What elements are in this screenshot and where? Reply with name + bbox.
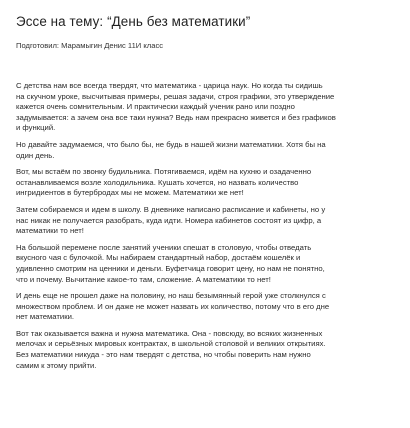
paragraph-line: кажется очень сомнительным. И практически каждый ученик рано или поздно (16, 102, 295, 112)
paragraph-line: вкусного чая с булочкой. Мы набираем стандартный набор, достаём кошелёк и (16, 253, 301, 263)
paragraph-line: нас никак не получается разобрать, куда идти. Номера кабинетов состоят из цифр, а (16, 215, 322, 225)
essay-paragraph (16, 291, 396, 323)
paragraph-line: мелочах и серьёзных мировых контрактах, в школьной столовой и великих открытиях. (16, 339, 326, 349)
essay-paragraph (16, 329, 396, 371)
paragraph-line: И день еще не прошел даже на половину, но наш безымянный герой уже столкнулся с (16, 291, 326, 301)
essay-paragraph (16, 167, 396, 199)
paragraph-line: удивленно смотрим на ценники и деньги. Буфетчица говорит цену, но нам не понятно, (16, 263, 325, 273)
paragraph-line: что и почему. Вычитание какое-то там, сложение. А математики то нет! (16, 274, 271, 284)
paragraph-line: самим к этому прийти. (16, 360, 97, 370)
paragraph-line: на скучном уроке, высчитывая примеры, решая задачи, строя графики, это утверждение (16, 91, 335, 101)
paragraph-line: математики то нет! (16, 226, 84, 236)
paragraph-line: Вот так оказывается важна и нужна математика. Она - повсюду, во всяких жизненных (16, 328, 323, 338)
paragraph-line: ингридиентов в бутербродах мы не можем. Математики же нет! (16, 188, 244, 198)
paragraph-line: С детства нам все всегда твердят, что математика - царица наук. Но когда ты сидишь (16, 81, 323, 90)
paragraph-line: Затем собираемся и идем в школу. В дневнике написано расписание и кабинеты, но у (16, 204, 326, 214)
paragraph-line: Вот, мы встаём по звонку будильника. Потягиваемся, идём на кухню и озадаченно (16, 167, 312, 177)
essay-paragraph (16, 243, 396, 285)
essay-paragraph (16, 205, 396, 237)
paragraph-line: Но давайте задумаемся, что было бы, не будь в нашей жизни математики. Хотя бы на (16, 139, 326, 149)
paragraph-line: задумывается: а зачем она все таки нужна? Ведь нам прекрасно живется и без графиков (16, 112, 336, 122)
paragraph-line: и функций. (16, 123, 56, 133)
paragraph-line: На большой перемене после занятий ученики спешат в столовую, чтобы отведать (16, 242, 312, 252)
paragraph-line: останавливаемся возле холодильника. Кушать хочется, но назвать количество (16, 177, 299, 187)
author-line: Подготовил: Марамыгин Денис 11И класс (16, 41, 164, 50)
paragraph-line: один день. (16, 150, 55, 160)
paragraph-line: множеством проблем. И он даже не может назвать их количество, потому что в его дне (16, 301, 330, 311)
paragraph-line: нет математики. (16, 312, 75, 322)
essay-paragraph (16, 140, 396, 161)
essay-body (16, 81, 396, 371)
paragraph-line: Без математики никуда - это нам твердят с детства, но чтобы поверить нам нужно (16, 350, 311, 360)
essay-paragraph (16, 81, 396, 134)
essay-title: Эссе на тему: “День без математики” (16, 14, 251, 29)
